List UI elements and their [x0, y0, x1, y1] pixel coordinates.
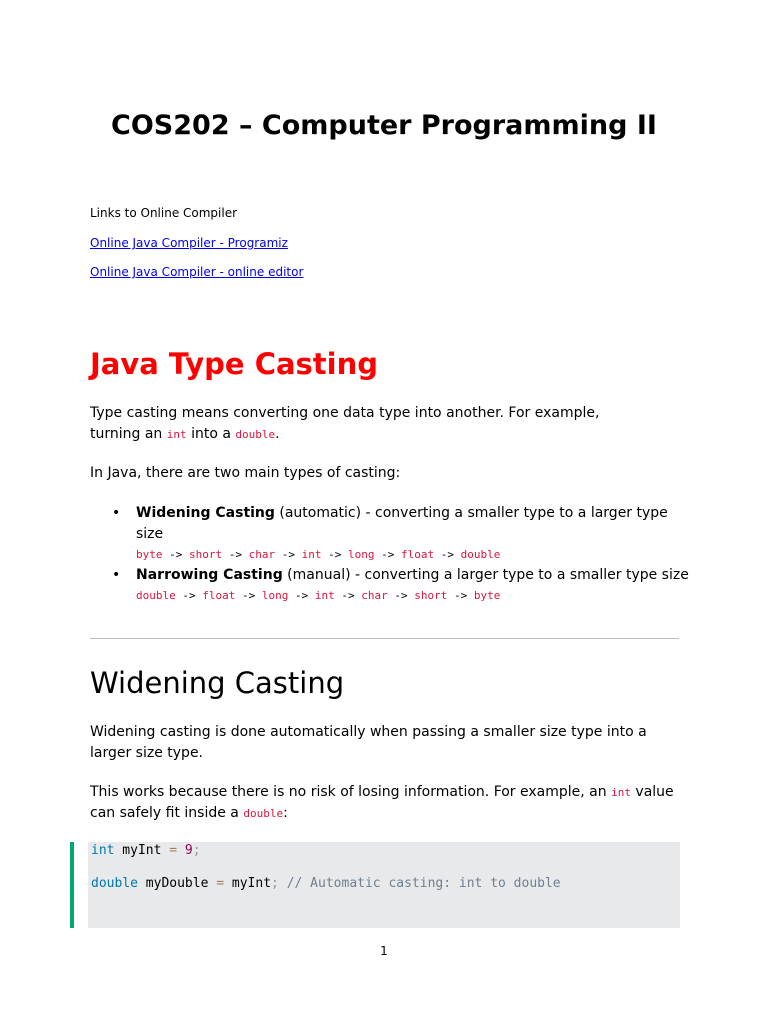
narrowing-chain-type-int: int: [314, 589, 335, 602]
narrowing-chain-type-char: char: [361, 589, 388, 602]
chain-arrow: ->: [334, 589, 362, 602]
para2-text-3: :: [283, 805, 288, 821]
narrowing-bullet-text: [136, 565, 692, 586]
types-intro: In Java, there are two main types of casting:: [90, 465, 401, 481]
code-line-2: [91, 875, 561, 893]
chain-arrow: ->: [374, 548, 401, 561]
code-block-accent-bar: [70, 842, 74, 928]
widening-desc: (automatic) - converting a smaller type to a larger type size: [136, 505, 668, 542]
code-value: myInt: [224, 876, 272, 891]
widening-chain-type-float: float: [401, 548, 435, 561]
widening-chain-type-double: double: [460, 548, 501, 561]
link-online-editor-row: [90, 264, 303, 280]
document-title: COS202 – Computer Programming II: [111, 110, 657, 141]
code-comment: // Automatic casting: int to double: [278, 876, 561, 891]
intro-code-double: double: [235, 428, 276, 441]
widening-term: Widening Casting: [136, 505, 275, 521]
code-identifier: myInt: [114, 843, 170, 858]
narrowing-chain-type-byte: byte: [473, 589, 501, 602]
chain-arrow: ->: [175, 589, 203, 602]
type-casting-intro: [90, 403, 650, 445]
page-number: 1: [380, 944, 388, 958]
intro-text-2: into a: [186, 426, 236, 442]
widening-bullet: [112, 503, 692, 565]
code-semicolon: ;: [192, 843, 201, 858]
widening-chain-type-short: short: [189, 548, 223, 561]
chain-arrow: ->: [275, 548, 302, 561]
chain-arrow: ->: [288, 589, 315, 602]
code-identifier: myDouble: [137, 876, 217, 891]
para2-text-1: This works because there is no risk of losing information. For example, an: [90, 784, 612, 800]
chain-arrow: ->: [222, 548, 249, 561]
widening-para-1: Widening casting is done automatically when passing a smaller size type into a larger size type.: [90, 724, 647, 761]
widening-bullet-text: [136, 503, 692, 545]
code-number: 9: [177, 843, 193, 858]
code-type: int: [91, 843, 115, 858]
chain-arrow: ->: [447, 589, 474, 602]
narrowing-chain-type-float: float: [202, 589, 236, 602]
para2-code-int: int: [611, 786, 631, 799]
bullet-dot: •: [112, 567, 121, 583]
links-heading: Links to Online Compiler: [90, 206, 238, 220]
para2-code-double: double: [243, 807, 284, 820]
code-line-1: [91, 842, 201, 860]
narrowing-chain-type-double: double: [136, 589, 176, 602]
link-programiz[interactable]: Online Java Compiler - Programiz: [90, 236, 288, 250]
chain-arrow: ->: [434, 548, 461, 561]
intro-text-1: Type casting means converting one data type into another. For example, turning an: [90, 405, 600, 442]
chain-arrow: ->: [387, 589, 415, 602]
code-operator: =: [169, 843, 178, 858]
narrowing-term: Narrowing Casting: [136, 567, 283, 583]
section-divider: [90, 638, 679, 639]
type-casting-heading: Java Type Casting: [90, 347, 379, 381]
widening-para-2: [90, 782, 680, 824]
intro-text-3: .: [275, 426, 280, 442]
code-type: double: [91, 876, 138, 891]
chain-arrow: ->: [235, 589, 262, 602]
widening-chain-type-long: long: [348, 548, 375, 561]
narrowing-chain-type-long: long: [261, 589, 289, 602]
chain-arrow: ->: [321, 548, 348, 561]
widening-chain: [136, 545, 692, 565]
narrowing-chain-type-short: short: [414, 589, 448, 602]
narrowing-chain: [136, 586, 692, 606]
code-semicolon: ;: [271, 876, 279, 891]
chain-arrow: ->: [162, 548, 189, 561]
widening-chain-type-byte: byte: [136, 548, 163, 561]
narrowing-bullet: [112, 565, 692, 606]
widening-section-heading: Widening Casting: [90, 666, 345, 700]
intro-code-int: int: [166, 428, 187, 441]
bullet-dot: •: [112, 505, 121, 521]
link-online-editor[interactable]: Online Java Compiler - online editor: [90, 265, 304, 279]
code-operator: =: [216, 876, 225, 891]
widening-chain-type-int: int: [301, 548, 322, 561]
link-programiz-row: [90, 235, 288, 251]
para2-text-2: value can safely fit inside a: [90, 784, 674, 821]
widening-chain-type-char: char: [248, 548, 276, 561]
narrowing-desc: (manual) - converting a larger type to a smaller type size: [282, 567, 689, 583]
